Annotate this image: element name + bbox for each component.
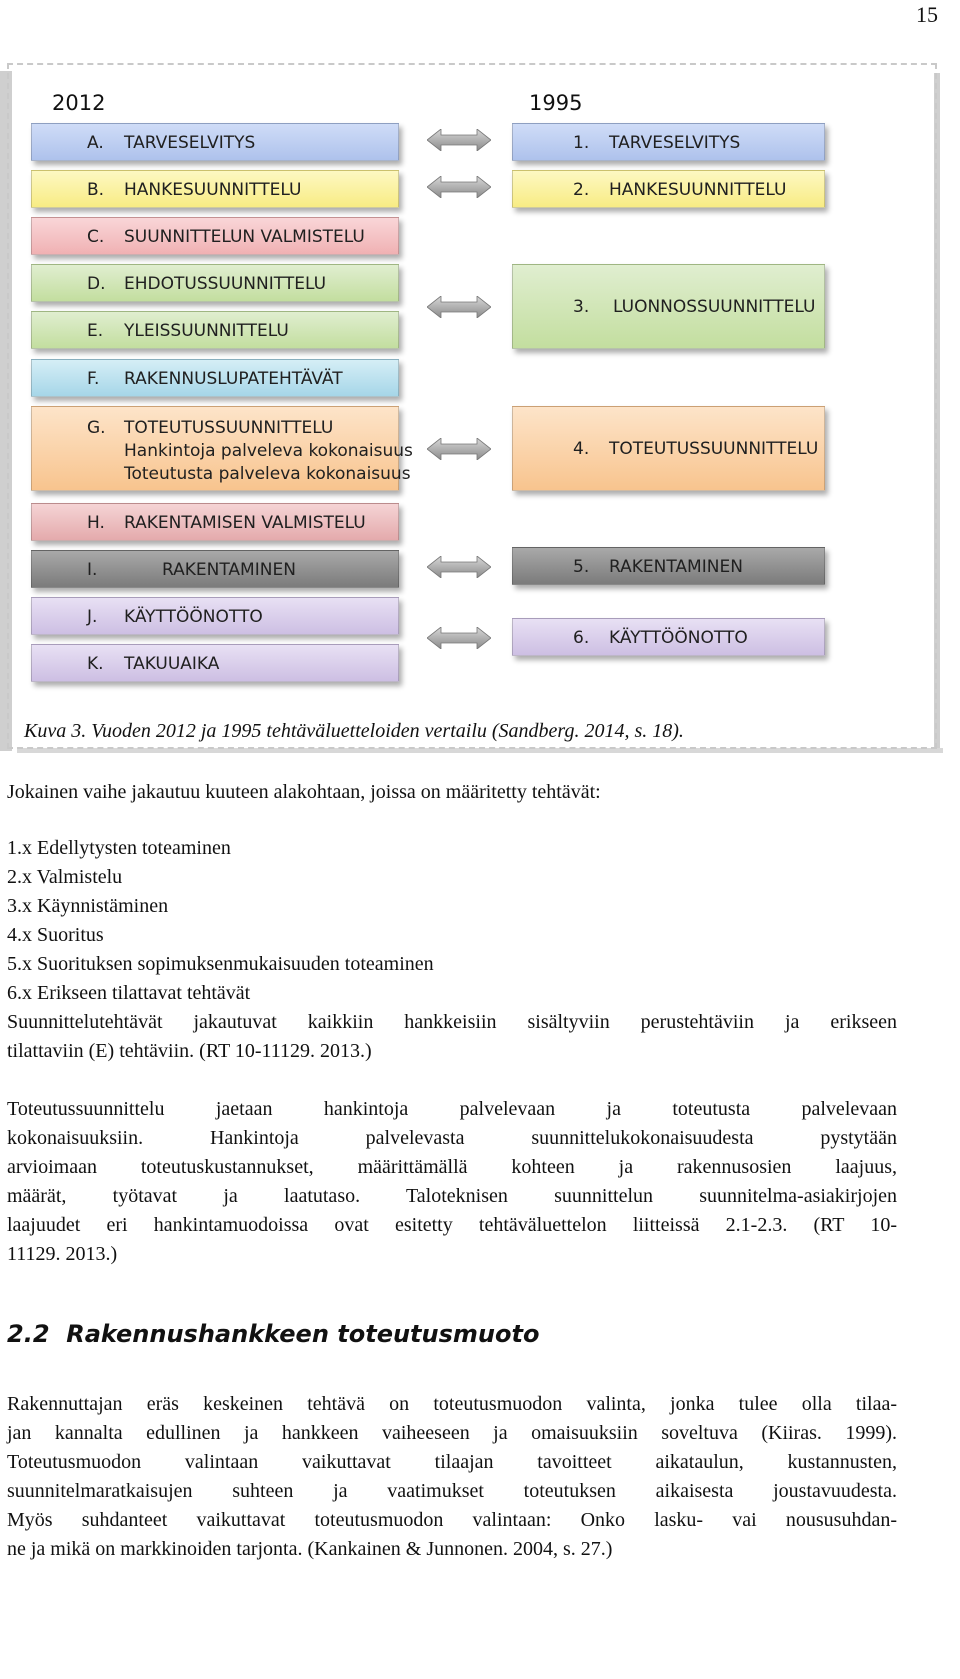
step-letter: 3. (573, 297, 590, 317)
step-letter: I. (87, 560, 98, 580)
step-letter: 5. (573, 557, 590, 577)
paragraph-line: 11129. 2013.) (7, 1243, 118, 1265)
step-label: RAKENNUSLUPATEHTÄVÄT (124, 369, 343, 389)
step-letter: H. (87, 513, 105, 533)
step-letter: K. (87, 654, 104, 674)
double-arrow-icon (427, 176, 491, 198)
step-h-box (31, 503, 399, 541)
section-heading: 2.2 Rakennushankkeen toteutusmuoto (7, 1320, 540, 1348)
year-2012-label: 2012 (52, 91, 106, 115)
step-letter: 4. (573, 439, 590, 459)
comparison-figure (7, 63, 940, 753)
paragraph-line: määrät, työtavat ja laatutaso. Taloteknisen suunnittelun suunnitelma-asiakirjojen (7, 1185, 897, 1207)
step-letter: J. (87, 607, 98, 627)
step-j-box (31, 597, 399, 635)
paragraph-line: tilattaviin (E) tehtäviin. (RT 10-11129. 2013.) (7, 1040, 372, 1062)
step-letter: G. (87, 418, 106, 438)
step-label: RAKENTAMINEN (609, 557, 743, 577)
step-d-box (31, 264, 399, 302)
step-c-box (31, 217, 399, 255)
step-g-box (31, 406, 413, 491)
paragraph-line: kokonaisuuksiin. Hankintoja palvelevasta suunnittelukokonaisuudesta pystytään (7, 1127, 897, 1149)
step-letter: 2. (573, 180, 590, 200)
intro-text: Jokainen vaihe jakautuu kuuteen alakohtaan, joissa on määritetty tehtävät: (7, 781, 601, 803)
step-2-box (512, 170, 825, 208)
step-sublabel: Hankintoja palveleva kokonaisuus (124, 441, 413, 461)
step-label: YLEISSUUNNITTELU (124, 321, 289, 341)
step-sublabel: Toteutusta palveleva kokonaisuus (124, 464, 411, 484)
step-label: EHDOTUSSUUNNITTELU (124, 274, 327, 294)
step-label: SUUNNITTELUN VALMISTELU (124, 227, 365, 247)
step-letter: 1. (573, 133, 590, 153)
page-number: 15 (916, 2, 938, 27)
step-label: TARVESELVITYS (609, 133, 741, 153)
paragraph-line: Myös suhdanteet vaikuttavat toteutusmuodon valintaan: Onko lasku- vai noususuhdan- (7, 1509, 897, 1531)
step-label: RAKENTAMISEN VALMISTELU (124, 513, 366, 533)
double-arrow-icon (427, 627, 491, 649)
step-3-box (512, 264, 825, 349)
step-label: TOTEUTUSSUUNNITTELU (609, 439, 819, 459)
step-letter: C. (87, 227, 105, 247)
list-item: 3.x Käynnistäminen (7, 895, 169, 917)
step-5-box (512, 547, 825, 585)
paragraph (7, 1008, 897, 1066)
paragraph-line: Toteutussuunnittelu jaetaan hankintoja palvelevaan ja toteutusta palvelevaan (7, 1098, 897, 1120)
double-arrow-icon (427, 296, 491, 318)
step-e-box (31, 311, 399, 349)
step-label: HANKESUUNNITTELU (124, 180, 302, 200)
double-arrow-icon (427, 438, 491, 460)
step-f-box (31, 359, 399, 397)
paragraph-line: arvioimaan toteutuskustannukset, määrittämällä kohteen ja rakennusosien laajuus, (7, 1156, 897, 1178)
step-label: TAKUUAIKA (124, 654, 220, 674)
list-item: 1.x Edellytysten toteaminen (7, 837, 231, 859)
step-letter: F. (87, 369, 100, 389)
step-1-box (512, 123, 825, 161)
step-letter: 6. (573, 628, 590, 648)
step-label: RAKENTAMINEN (162, 560, 296, 580)
step-letter: A. (87, 133, 104, 153)
list-item: 5.x Suorituksen sopimuksenmukaisuuden toteaminen (7, 953, 434, 975)
paragraph-line: Rakennuttajan eräs keskeinen tehtävä on toteutusmuodon valinta, jonka tulee olla tilaa- (7, 1393, 897, 1415)
step-a-box (31, 123, 399, 161)
step-label: KÄYTTÖÖNOTTO (609, 628, 748, 648)
step-label: TOTEUTUSSUUNNITTELU (124, 418, 334, 438)
step-letter: E. (87, 321, 104, 341)
paragraph-line: ne ja mikä on markkinoiden tarjonta. (Kankainen & Junnonen. 2004, s. 27.) (7, 1538, 613, 1560)
paragraph-line: suunnitelmaratkaisujen suhteen ja vaatimukset toteutuksen aikaisesta joustavuudesta. (7, 1480, 897, 1502)
step-label: TARVESELVITYS (124, 133, 256, 153)
paragraph-line: jan kannalta edullinen ja hankkeen vaiheeseen ja omaisuuksiin soveltuva (Kiiras. 1999). (7, 1422, 897, 1444)
step-letter: D. (87, 274, 106, 294)
double-arrow-icon (427, 556, 491, 578)
step-label: HANKESUUNNITTELU (609, 180, 787, 200)
year-1995-label: 1995 (529, 91, 583, 115)
double-arrow-icon (427, 129, 491, 151)
paragraph-line: laajuudet eri hankintamuodoissa ovat esitetty tehtäväluettelon liitteissä 2.1-2.3. (RT 10- (7, 1214, 897, 1236)
list-item: 2.x Valmistelu (7, 866, 123, 888)
list-item: 4.x Suoritus (7, 924, 104, 946)
paragraph (7, 1390, 897, 1564)
list-item: 6.x Erikseen tilattavat tehtävät (7, 982, 251, 1004)
paragraph-line: Suunnittelutehtävät jakautuvat kaikkiin hankkeisiin sisältyviin perustehtäviin ja erikseen (7, 1011, 897, 1033)
step-k-box (31, 644, 399, 682)
paragraph (7, 1095, 897, 1269)
step-6-box (512, 618, 825, 656)
step-b-box (31, 170, 399, 208)
paragraph-line: Toteutusmuodon valintaan vaikuttavat tilaajan tavoitteet aikataulun, kustannusten, (7, 1451, 897, 1473)
step-i-box (31, 550, 399, 588)
figure-caption: Kuva 3. Vuoden 2012 ja 1995 tehtäväluetteloiden vertailu (Sandberg. 2014, s. 18). (24, 720, 684, 742)
step-4-box (512, 406, 825, 491)
step-label: KÄYTTÖÖNOTTO (124, 607, 263, 627)
step-letter: B. (87, 180, 105, 200)
step-label: LUONNOSSUUNNITTELU (613, 297, 816, 317)
